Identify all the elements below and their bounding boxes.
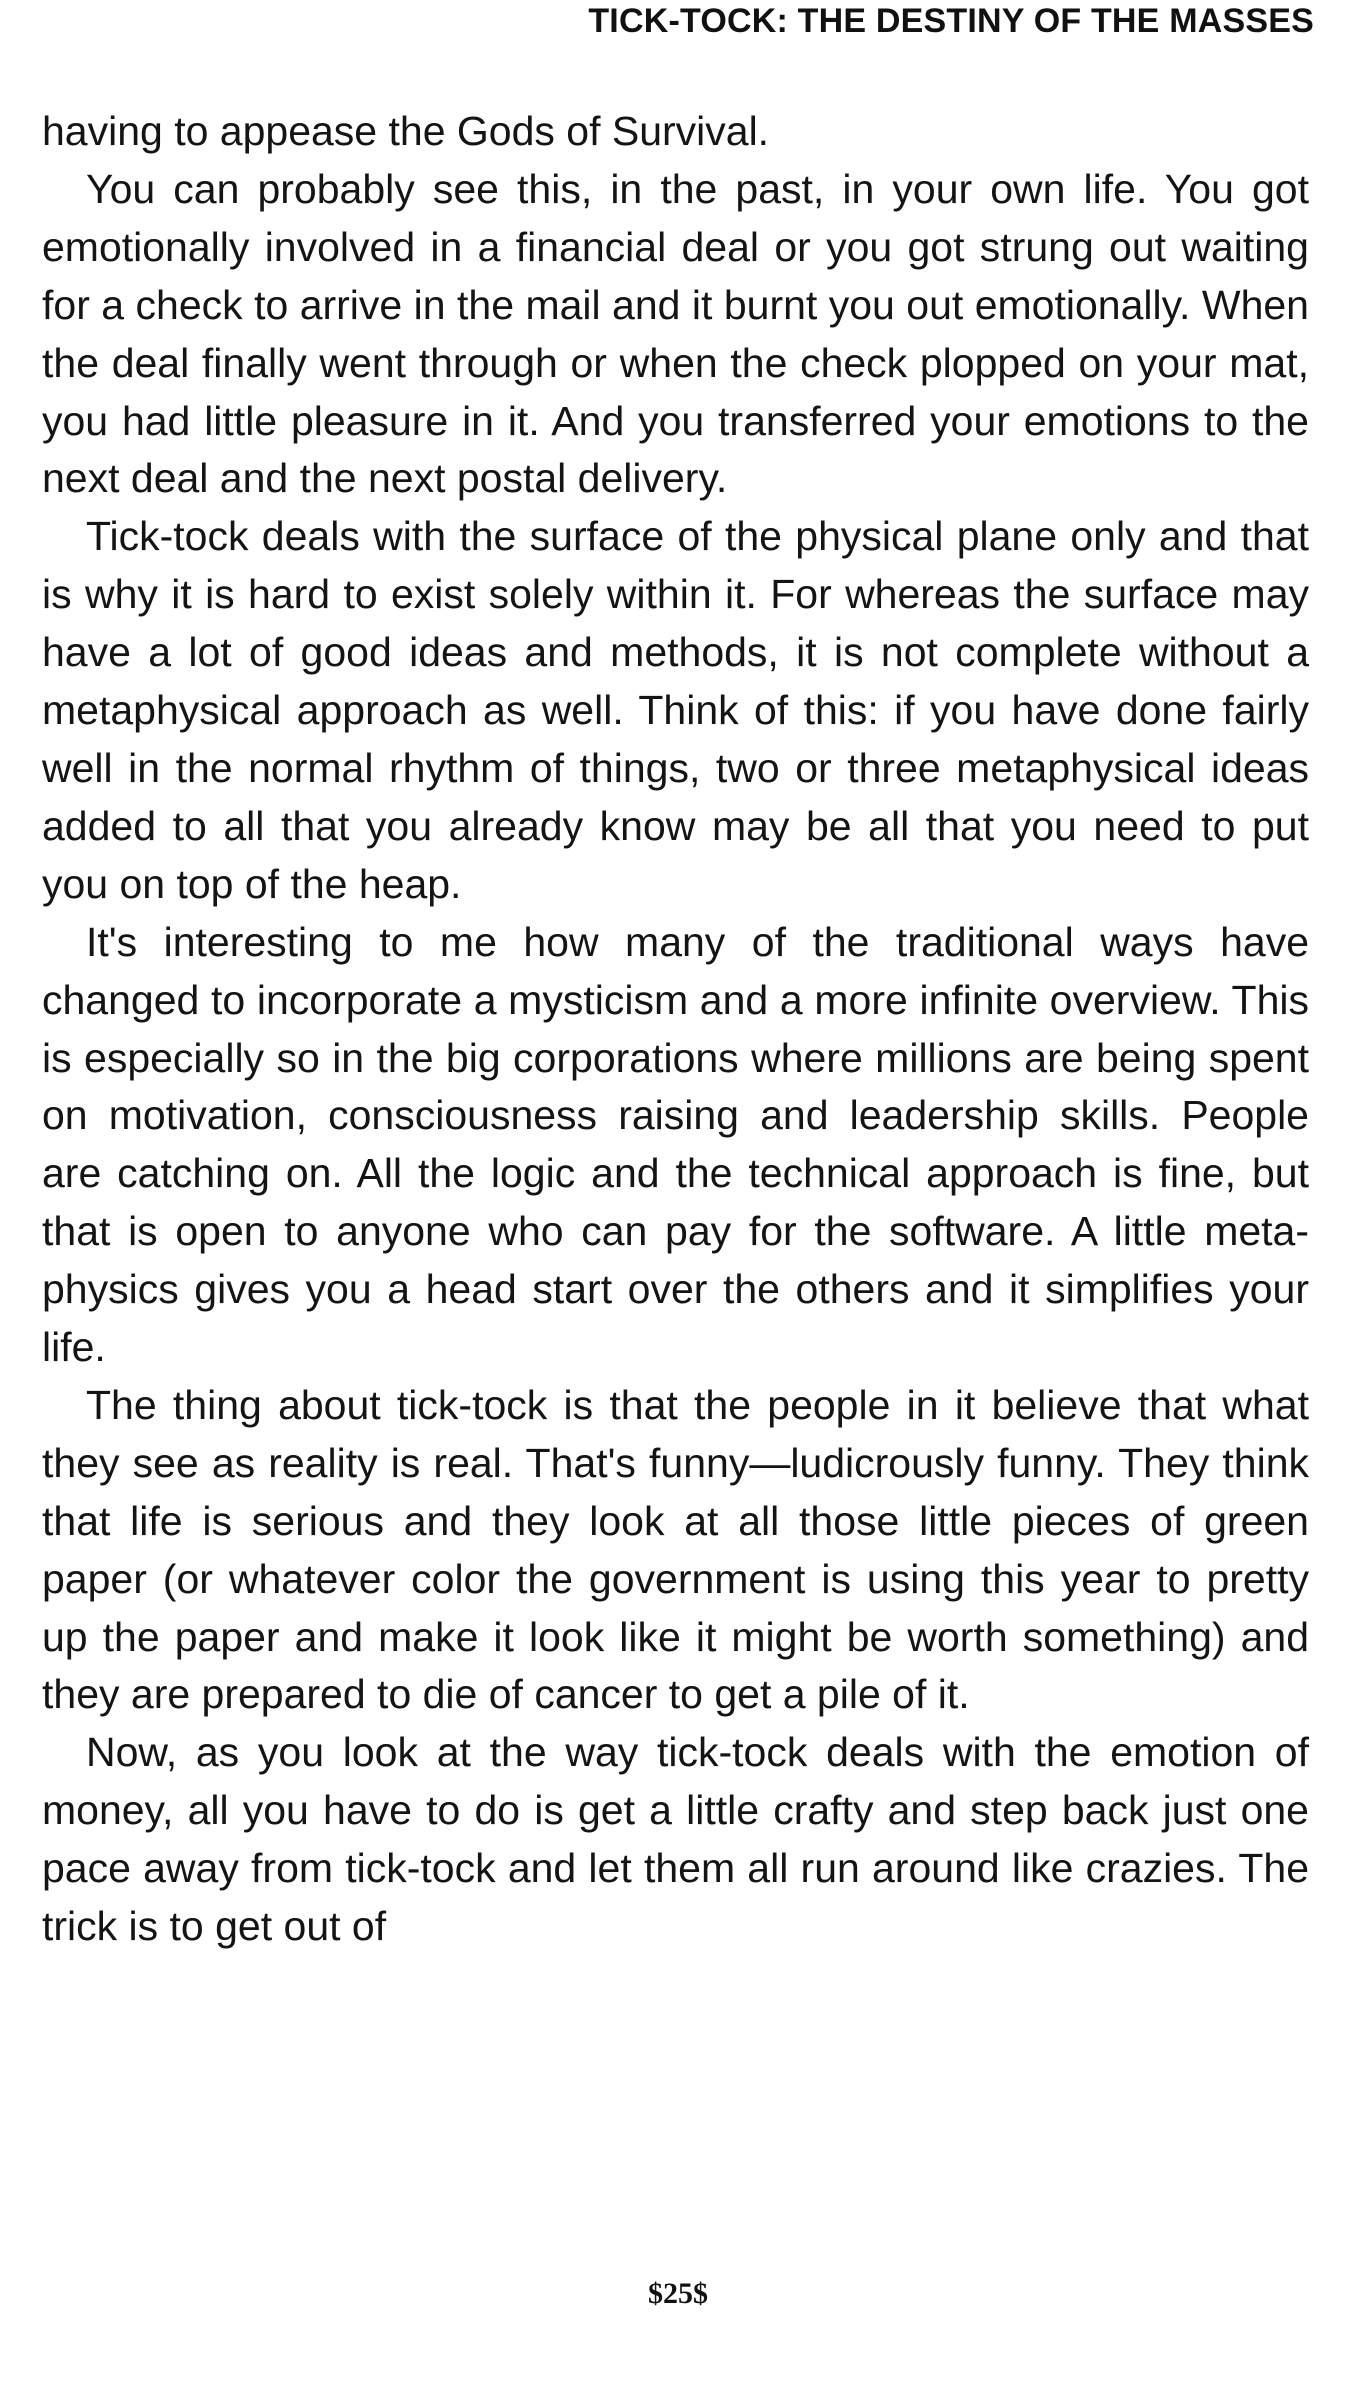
page-number: $25$ [648, 2277, 708, 2310]
running-head: TICK-TOCK: THE DESTINY OF THE MASSES [588, 2, 1314, 40]
paragraph: Tick-tock deals with the surface of the physical plane only and that is why it is hard to exist solely within it. For whereas the surface may have a lot of good ideas and methods, it is not complete without a metaphysical approach as well. Think of this: if you have done fairly well in the normal rhythm of things, two or three metaphysical ideas added to all that you already know may be all that you need to put you on top of the heap. [42, 513, 1309, 907]
body-text [42, 103, 1309, 1956]
paragraph: Now, as you look at the way tick-tock deals with the emotion of money, all you have to do is get a little crafty and step back just one pace away from tick-tock and let them all run around like crazies. The trick is to get out of [42, 1729, 1309, 1950]
paragraph: The thing about tick-tock is that the people in it believe that what they see as reality is real. That's funny—ludicrously funny. They think that life is serious and they look at all those little pieces of green paper (or whatever color the government is using this year to pretty up the paper and make it look like it might be worth something) and they are prepared to die of cancer to get a pile of it. [42, 1381, 1309, 1718]
paragraph: You can probably see this, in the past, in your own life. You got emotionally involved in a financial deal or you got strung out waiting for a check to arrive in the mail and it burnt you out emotionally. When the deal finally went through or when the check plopped on your mat, you had little pleasure in it. And you transferred your emotions to the next deal and the next postal delivery. [42, 165, 1309, 502]
paragraph: It's interesting to me how many of the traditional ways have changed to incorporate a mysticism and a more infinite overview. This is especially so in the big corporations where millions are being spent on motivation, consciousness raising and leadership skills. People are catching on. All the logic and the technical approach is fine, but that is open to anyone who can pay for the software. A little metaphysics gives you a head start over the others and it simplifies your life. [42, 918, 1309, 1371]
paragraph-continued: having to appease the Gods of Survival. [42, 108, 770, 154]
